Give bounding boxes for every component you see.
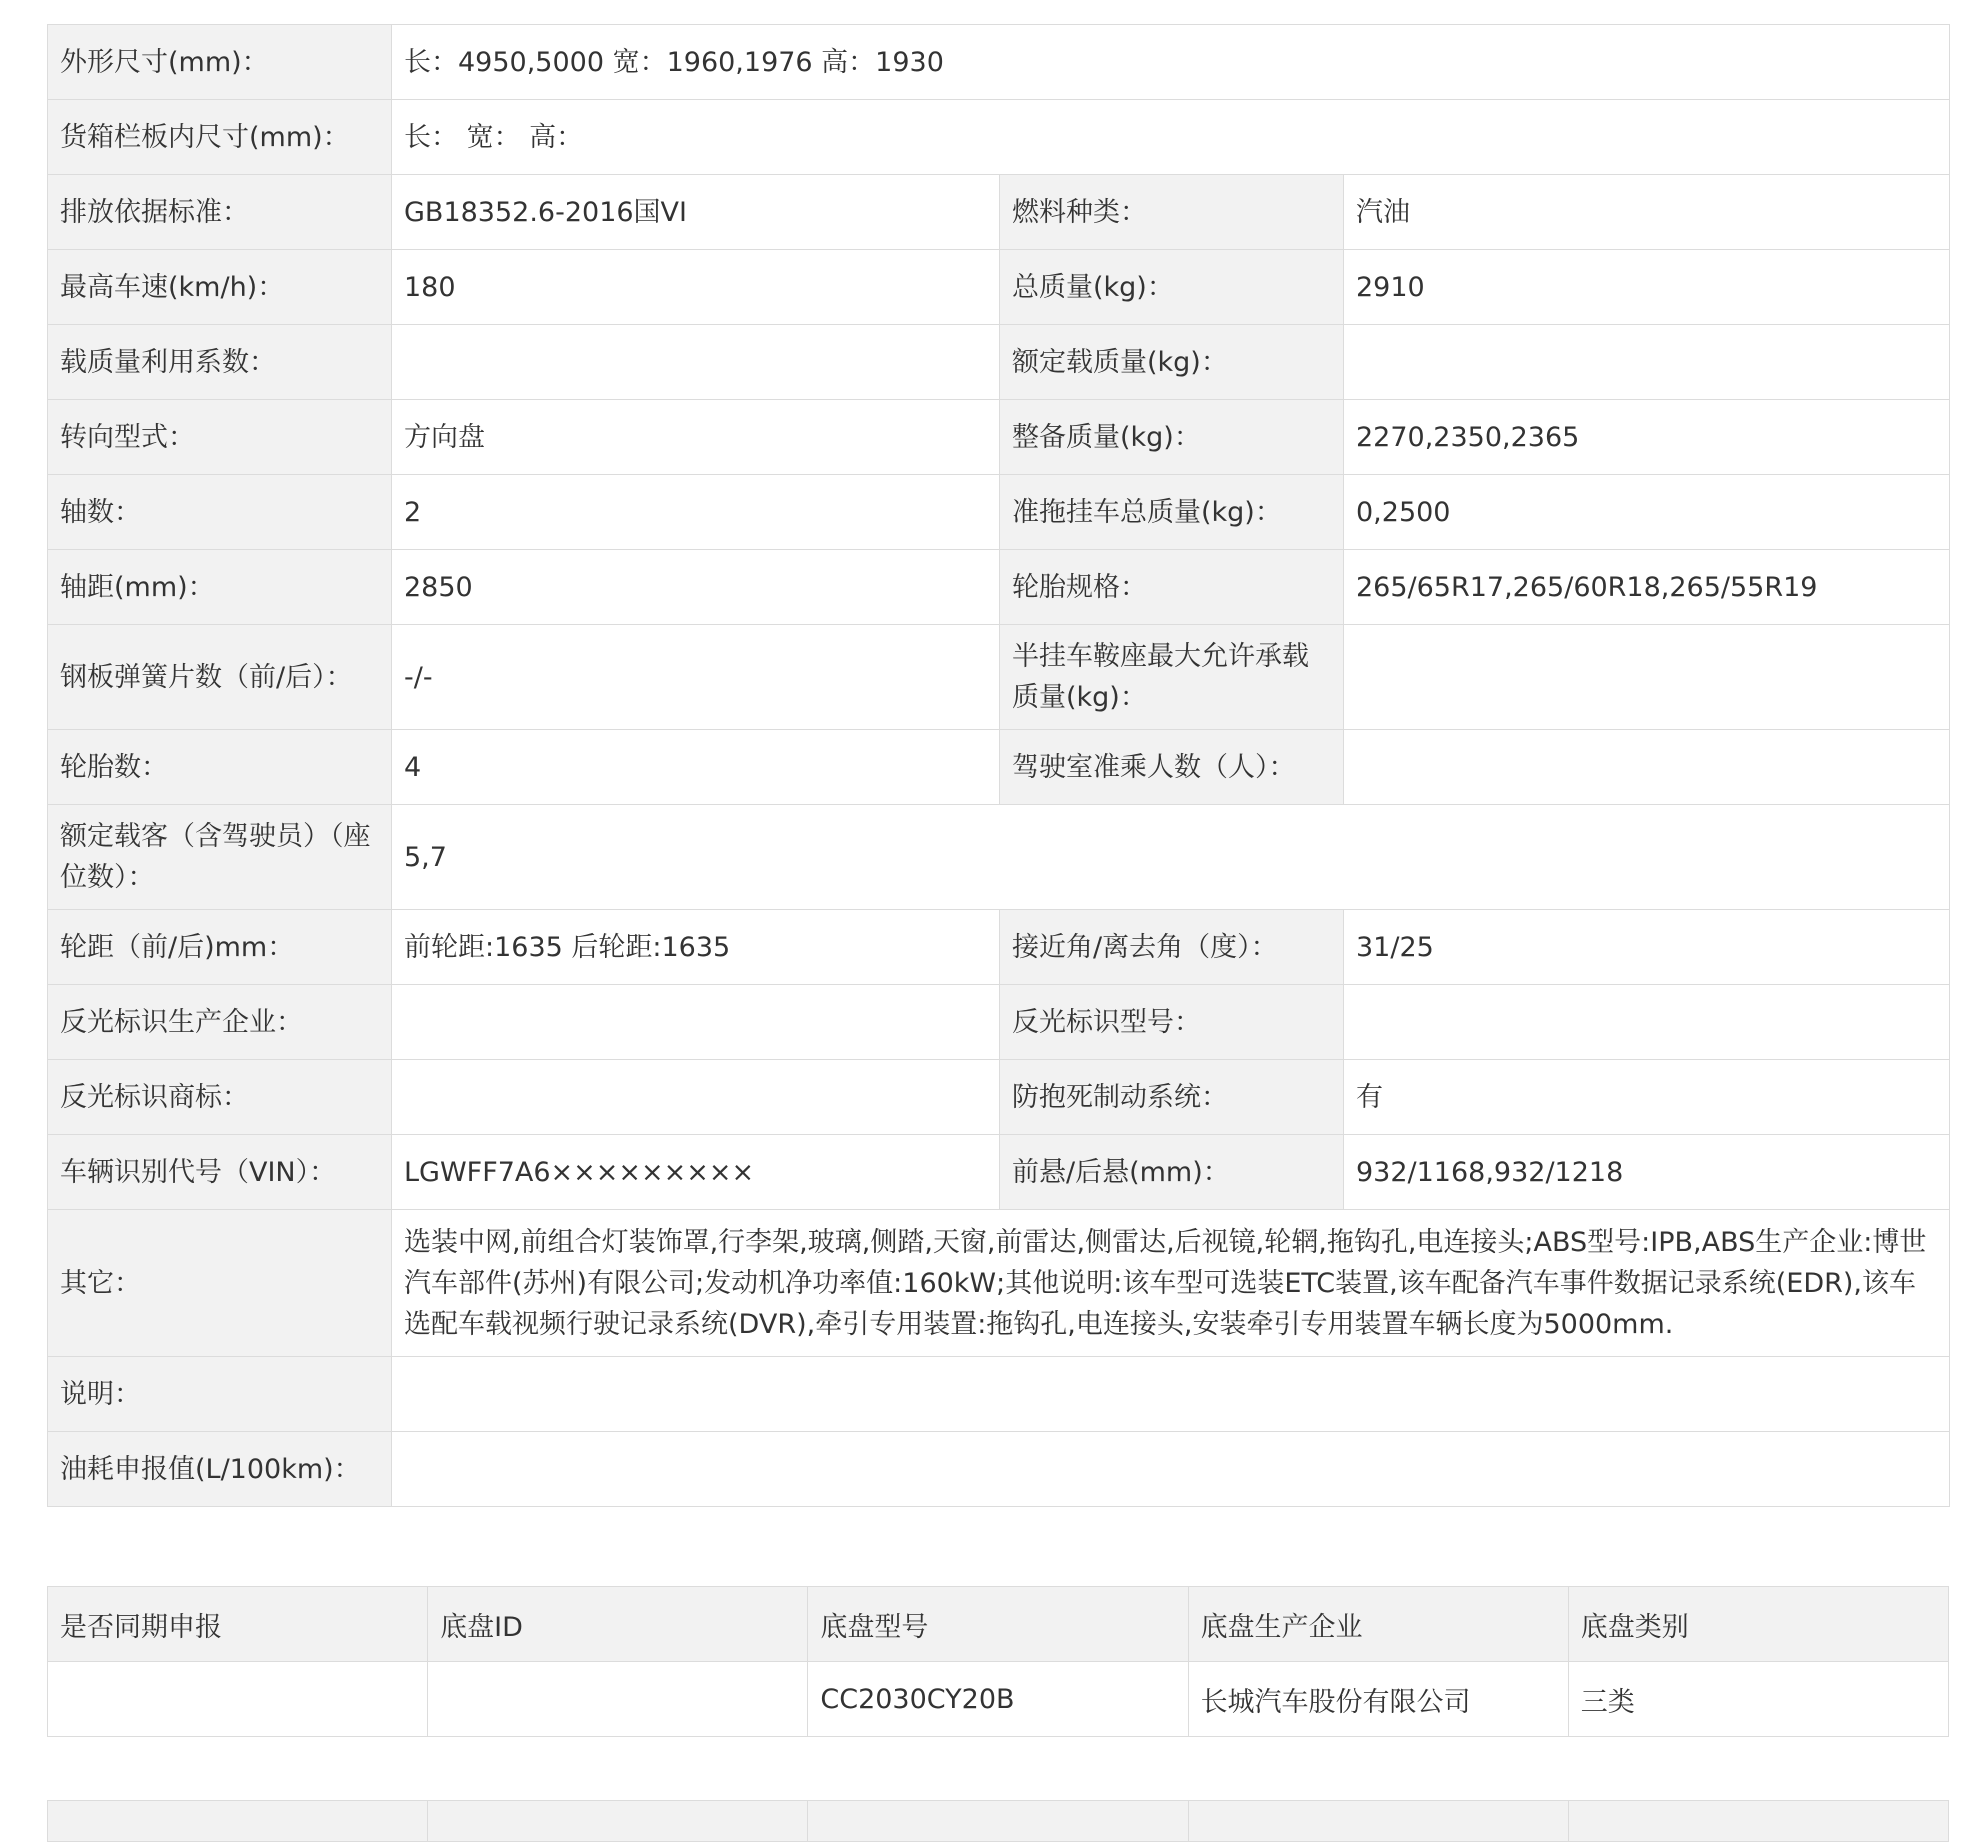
fuel-type-value: 汽油 xyxy=(1344,175,1950,250)
spec-row-note xyxy=(48,1357,1950,1432)
gross-mass-value: 2910 xyxy=(1344,250,1950,325)
spec-row-vin xyxy=(48,1135,1950,1210)
reflector-maker-label: 反光标识生产企业： xyxy=(48,985,392,1060)
saddle-load-value xyxy=(1344,625,1950,730)
load-utilization-value xyxy=(392,325,1000,400)
passengers-label: 额定载客（含驾驶员）（座位数）： xyxy=(48,805,392,910)
chassis-header-model: 底盘型号 xyxy=(808,1587,1188,1662)
emission-standard-value: GB18352.6-2016国VI xyxy=(392,175,1000,250)
axles-value: 2 xyxy=(392,475,1000,550)
trailer-mass-label: 准拖挂车总质量(kg)： xyxy=(1000,475,1344,550)
track-label: 轮距（前/后)mm： xyxy=(48,910,392,985)
spec-row-fuel-consumption xyxy=(48,1432,1950,1507)
other-value: 选装中网,前组合灯装饰罩,行李架,玻璃,侧踏,天窗,前雷达,侧雷达,后视镜,轮辋,拖钩孔,电连接头;ABS型号:IPB,ABS生产企业:博世汽车部件(苏州)有限公司;发动机净功率值:160kW;其他说明:该车型可选装ETC装置,该车配备汽车事件数据记录系统(EDR),该车选配车载视频行驶记录系统(DVR),牵引专用装置:拖钩孔,电连接头,安装牵引专用装置车辆长度为5000mm. xyxy=(392,1210,1950,1357)
reflector-model-label: 反光标识型号： xyxy=(1000,985,1344,1060)
dimensions-value: 长：4950,5000 宽：1960,1976 高：1930 xyxy=(392,25,1950,100)
spec-row-passengers xyxy=(48,805,1950,910)
load-utilization-label: 载质量利用系数： xyxy=(48,325,392,400)
rated-load-value xyxy=(1344,325,1950,400)
spec-row-springs xyxy=(48,625,1950,730)
spec-row-reflector-brand xyxy=(48,1060,1950,1135)
tire-spec-value: 265/65R17,265/60R18,265/55R19 xyxy=(1344,550,1950,625)
chassis-row xyxy=(48,1662,1949,1737)
fuel-consumption-label: 油耗申报值(L/100km)： xyxy=(48,1432,392,1507)
passengers-value: 5,7 xyxy=(392,805,1950,910)
partial-header-row xyxy=(48,1801,1949,1842)
leaf-springs-label: 钢板弹簧片数（前/后）： xyxy=(48,625,392,730)
axles-label: 轴数： xyxy=(48,475,392,550)
abs-value: 有 xyxy=(1344,1060,1950,1135)
chassis-same-period-cell xyxy=(48,1662,428,1737)
spec-row-dimensions xyxy=(48,25,1950,100)
chassis-header-row xyxy=(48,1587,1949,1662)
reflector-brand-value xyxy=(392,1060,1000,1135)
steering-value: 方向盘 xyxy=(392,400,1000,475)
emission-standard-label: 排放依据标准： xyxy=(48,175,392,250)
rated-load-label: 额定载质量(kg)： xyxy=(1000,325,1344,400)
vin-value: LGWFF7A6××××××××× xyxy=(392,1135,1000,1210)
partial-header-cell xyxy=(428,1801,808,1842)
chassis-table xyxy=(47,1586,1949,1737)
angles-value: 31/25 xyxy=(1344,910,1950,985)
angles-label: 接近角/离去角（度）： xyxy=(1000,910,1344,985)
cab-seats-value xyxy=(1344,730,1950,805)
fuel-type-label: 燃料种类： xyxy=(1000,175,1344,250)
dimensions-label: 外形尺寸(mm)： xyxy=(48,25,392,100)
chassis-category-cell: 三类 xyxy=(1568,1662,1948,1737)
chassis-header-maker: 底盘生产企业 xyxy=(1188,1587,1568,1662)
overhang-label: 前悬/后悬(mm)： xyxy=(1000,1135,1344,1210)
spec-row-tires xyxy=(48,730,1950,805)
spec-row-reflector-maker xyxy=(48,985,1950,1060)
chassis-header-same-period: 是否同期申报 xyxy=(48,1587,428,1662)
chassis-model-cell: CC2030CY20B xyxy=(808,1662,1188,1737)
reflector-maker-value xyxy=(392,985,1000,1060)
chassis-header-category: 底盘类别 xyxy=(1568,1587,1948,1662)
trailer-mass-value: 0,2500 xyxy=(1344,475,1950,550)
next-table-header-partial xyxy=(47,1800,1949,1842)
partial-header-cell xyxy=(48,1801,428,1842)
vehicle-spec-table xyxy=(47,24,1950,1507)
cargo-box-value: 长： 宽： 高： xyxy=(392,100,1950,175)
chassis-id-cell xyxy=(428,1662,808,1737)
cargo-box-label: 货箱栏板内尺寸(mm)： xyxy=(48,100,392,175)
spec-row-steering xyxy=(48,400,1950,475)
tire-count-value: 4 xyxy=(392,730,1000,805)
partial-header-cell xyxy=(1568,1801,1948,1842)
leaf-springs-value: -/- xyxy=(392,625,1000,730)
fuel-consumption-value xyxy=(392,1432,1950,1507)
track-value: 前轮距:1635 后轮距:1635 xyxy=(392,910,1000,985)
wheelbase-label: 轴距(mm)： xyxy=(48,550,392,625)
spec-row-other xyxy=(48,1210,1950,1357)
note-value xyxy=(392,1357,1950,1432)
wheelbase-value: 2850 xyxy=(392,550,1000,625)
max-speed-value: 180 xyxy=(392,250,1000,325)
reflector-model-value xyxy=(1344,985,1950,1060)
spec-row-track xyxy=(48,910,1950,985)
tire-spec-label: 轮胎规格： xyxy=(1000,550,1344,625)
overhang-value: 932/1168,932/1218 xyxy=(1344,1135,1950,1210)
saddle-load-label: 半挂车鞍座最大允许承载质量(kg)： xyxy=(1000,625,1344,730)
spec-row-emission xyxy=(48,175,1950,250)
max-speed-label: 最高车速(km/h)： xyxy=(48,250,392,325)
partial-header-cell xyxy=(1188,1801,1568,1842)
curb-mass-value: 2270,2350,2365 xyxy=(1344,400,1950,475)
abs-label: 防抱死制动系统： xyxy=(1000,1060,1344,1135)
spec-row-axles xyxy=(48,475,1950,550)
steering-label: 转向型式： xyxy=(48,400,392,475)
chassis-maker-cell: 长城汽车股份有限公司 xyxy=(1188,1662,1568,1737)
spec-row-wheelbase xyxy=(48,550,1950,625)
reflector-brand-label: 反光标识商标： xyxy=(48,1060,392,1135)
cab-seats-label: 驾驶室准乘人数（人）： xyxy=(1000,730,1344,805)
chassis-header-id: 底盘ID xyxy=(428,1587,808,1662)
partial-header-cell xyxy=(808,1801,1188,1842)
curb-mass-label: 整备质量(kg)： xyxy=(1000,400,1344,475)
spec-row-cargo-box xyxy=(48,100,1950,175)
gross-mass-label: 总质量(kg)： xyxy=(1000,250,1344,325)
spec-row-speed xyxy=(48,250,1950,325)
spec-row-load xyxy=(48,325,1950,400)
note-label: 说明： xyxy=(48,1357,392,1432)
tire-count-label: 轮胎数： xyxy=(48,730,392,805)
other-label: 其它： xyxy=(48,1210,392,1357)
vin-label: 车辆识别代号（VIN）： xyxy=(48,1135,392,1210)
